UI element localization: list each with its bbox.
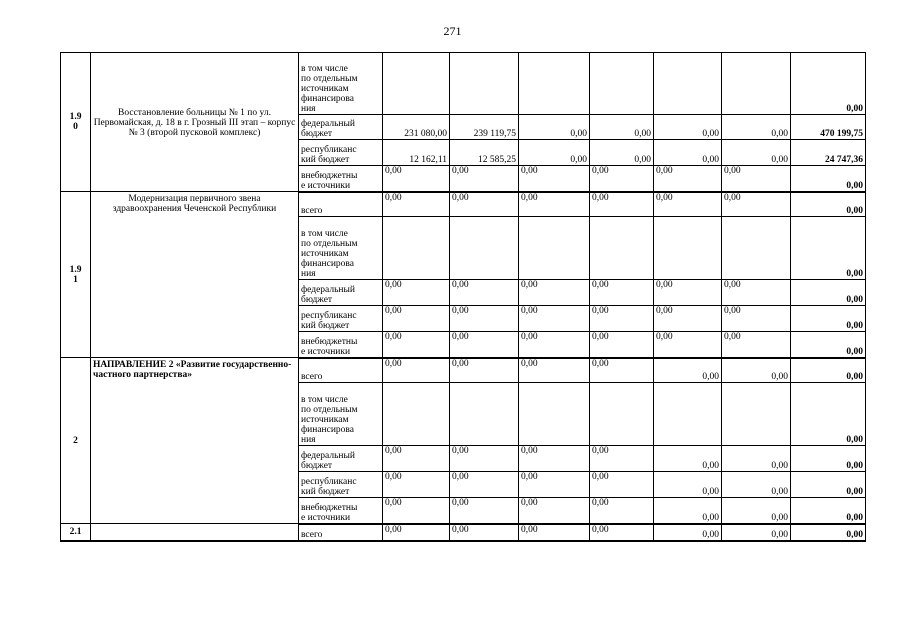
value-cell: 0,00 — [722, 140, 791, 166]
value-cell: 231 080,00 — [383, 115, 450, 140]
value-cell: 0,00 — [383, 498, 450, 524]
funding-source: всего — [299, 192, 383, 217]
value-cell: 0,00 — [590, 472, 654, 498]
value-cell: 0,00 — [654, 280, 722, 306]
value-cell: 0,00 — [590, 524, 654, 541]
total-cell: 0,00 — [791, 472, 866, 498]
value-cell: 239 119,75 — [450, 115, 519, 140]
value-cell: 0,00 — [450, 280, 519, 306]
table-row — [61, 192, 866, 217]
value-cell: 0,00 — [654, 192, 722, 217]
row-code: 1.9 0 — [61, 53, 91, 192]
value-cell: 0,00 — [590, 306, 654, 332]
value-cell: 0,00 — [722, 192, 791, 217]
funding-source: в том числе по отдельным источникам финансирова ния — [299, 53, 383, 115]
total-cell: 0,00 — [791, 306, 866, 332]
total-cell: 0,00 — [791, 383, 866, 446]
value-cell: 0,00 — [519, 115, 590, 140]
funding-source: республиканс кий бюджет — [299, 306, 383, 332]
value-cell: 0,00 — [654, 472, 722, 498]
value-cell: 0,00 — [450, 306, 519, 332]
value-cell: 0,00 — [654, 306, 722, 332]
total-cell: 24 747,36 — [791, 140, 866, 166]
value-cell — [450, 53, 519, 115]
value-cell — [722, 217, 791, 280]
value-cell: 0,00 — [383, 472, 450, 498]
value-cell: 0,00 — [383, 166, 450, 192]
value-cell — [654, 53, 722, 115]
value-cell: 0,00 — [654, 166, 722, 192]
value-cell: 0,00 — [590, 498, 654, 524]
row-name — [91, 524, 299, 541]
value-cell: 0,00 — [654, 524, 722, 541]
value-cell: 0,00 — [590, 332, 654, 358]
total-cell: 0,00 — [791, 332, 866, 358]
value-cell: 0,00 — [590, 140, 654, 166]
value-cell: 0,00 — [519, 498, 590, 524]
row-name: Восстановление больницы № 1 по ул. Первомайская, д. 18 в г. Грозный III этап – корпус № 3 (второй пусковой комплекс) — [91, 53, 299, 192]
value-cell: 0,00 — [590, 192, 654, 217]
page-number: 271 — [443, 24, 462, 38]
value-cell: 0,00 — [590, 358, 654, 383]
value-cell: 0,00 — [383, 280, 450, 306]
value-cell — [383, 383, 450, 446]
value-cell: 0,00 — [519, 166, 590, 192]
value-cell — [654, 217, 722, 280]
value-cell — [590, 217, 654, 280]
value-cell: 0,00 — [383, 358, 450, 383]
funding-source: в том числе по отдельным источникам финансирова ния — [299, 383, 383, 446]
value-cell: 0,00 — [722, 358, 791, 383]
total-cell: 0,00 — [791, 192, 866, 217]
value-cell: 0,00 — [519, 358, 590, 383]
value-cell: 0,00 — [722, 280, 791, 306]
value-cell: 0,00 — [722, 332, 791, 358]
value-cell: 0,00 — [519, 524, 590, 541]
value-cell — [450, 217, 519, 280]
value-cell: 0,00 — [450, 192, 519, 217]
funding-source: внебюджетны е источники — [299, 166, 383, 192]
funding-source: внебюджетны е источники — [299, 498, 383, 524]
value-cell: 0,00 — [383, 524, 450, 541]
value-cell — [450, 383, 519, 446]
financing-table — [60, 52, 866, 542]
total-cell: 0,00 — [791, 166, 866, 192]
value-cell: 0,00 — [450, 524, 519, 541]
value-cell: 0,00 — [590, 280, 654, 306]
funding-source: внебюджетны е источники — [299, 332, 383, 358]
row-name: НАПРАВЛЕНИЕ 2 «Развитие государственно-частного партнерства» — [91, 358, 299, 524]
value-cell: 0,00 — [450, 332, 519, 358]
value-cell: 0,00 — [722, 115, 791, 140]
value-cell: 0,00 — [654, 140, 722, 166]
value-cell: 0,00 — [590, 115, 654, 140]
value-cell: 0,00 — [519, 446, 590, 472]
value-cell: 0,00 — [519, 140, 590, 166]
total-cell: 0,00 — [791, 524, 866, 541]
value-cell: 0,00 — [722, 306, 791, 332]
value-cell: 0,00 — [654, 446, 722, 472]
value-cell: 0,00 — [383, 332, 450, 358]
total-cell: 0,00 — [791, 217, 866, 280]
value-cell — [590, 383, 654, 446]
row-code: 2 — [61, 358, 91, 524]
row-code: 1.9 1 — [61, 192, 91, 358]
total-cell: 470 199,75 — [791, 115, 866, 140]
value-cell — [519, 217, 590, 280]
value-cell: 0,00 — [722, 166, 791, 192]
value-cell — [590, 53, 654, 115]
value-cell: 0,00 — [519, 280, 590, 306]
table-row — [61, 53, 866, 115]
value-cell: 0,00 — [450, 498, 519, 524]
total-cell: 0,00 — [791, 53, 866, 115]
value-cell: 0,00 — [722, 524, 791, 541]
value-cell: 12 585,25 — [450, 140, 519, 166]
value-cell — [722, 53, 791, 115]
value-cell: 0,00 — [383, 306, 450, 332]
value-cell: 0,00 — [450, 358, 519, 383]
total-cell: 0,00 — [791, 498, 866, 524]
total-cell: 0,00 — [791, 280, 866, 306]
table-row — [61, 358, 866, 383]
value-cell: 0,00 — [590, 446, 654, 472]
value-cell: 0,00 — [383, 192, 450, 217]
value-cell: 0,00 — [654, 115, 722, 140]
row-name: Модернизация первичного звена здравоохранения Чеченской Республики — [91, 192, 299, 358]
funding-source: федеральный бюджет — [299, 280, 383, 306]
value-cell: 0,00 — [450, 166, 519, 192]
funding-source: всего — [299, 524, 383, 541]
value-cell: 0,00 — [654, 358, 722, 383]
value-cell: 0,00 — [722, 446, 791, 472]
value-cell — [722, 383, 791, 446]
value-cell: 12 162,11 — [383, 140, 450, 166]
value-cell — [654, 383, 722, 446]
value-cell: 0,00 — [722, 498, 791, 524]
funding-source: республиканс кий бюджет — [299, 140, 383, 166]
value-cell: 0,00 — [519, 472, 590, 498]
value-cell: 0,00 — [519, 332, 590, 358]
row-code: 2.1 — [61, 524, 91, 541]
value-cell: 0,00 — [590, 166, 654, 192]
value-cell: 0,00 — [383, 446, 450, 472]
value-cell: 0,00 — [519, 306, 590, 332]
funding-source: всего — [299, 358, 383, 383]
value-cell — [519, 383, 590, 446]
value-cell: 0,00 — [450, 446, 519, 472]
total-cell: 0,00 — [791, 358, 866, 383]
value-cell — [519, 53, 590, 115]
value-cell: 0,00 — [654, 498, 722, 524]
total-cell: 0,00 — [791, 446, 866, 472]
table-row — [61, 524, 866, 541]
funding-source: в том числе по отдельным источникам финансирова ния — [299, 217, 383, 280]
value-cell: 0,00 — [450, 472, 519, 498]
value-cell: 0,00 — [654, 332, 722, 358]
value-cell: 0,00 — [519, 192, 590, 217]
value-cell — [383, 217, 450, 280]
funding-source: федеральный бюджет — [299, 446, 383, 472]
value-cell: 0,00 — [722, 472, 791, 498]
funding-source: республиканс кий бюджет — [299, 472, 383, 498]
funding-source: федеральный бюджет — [299, 115, 383, 140]
value-cell — [383, 53, 450, 115]
